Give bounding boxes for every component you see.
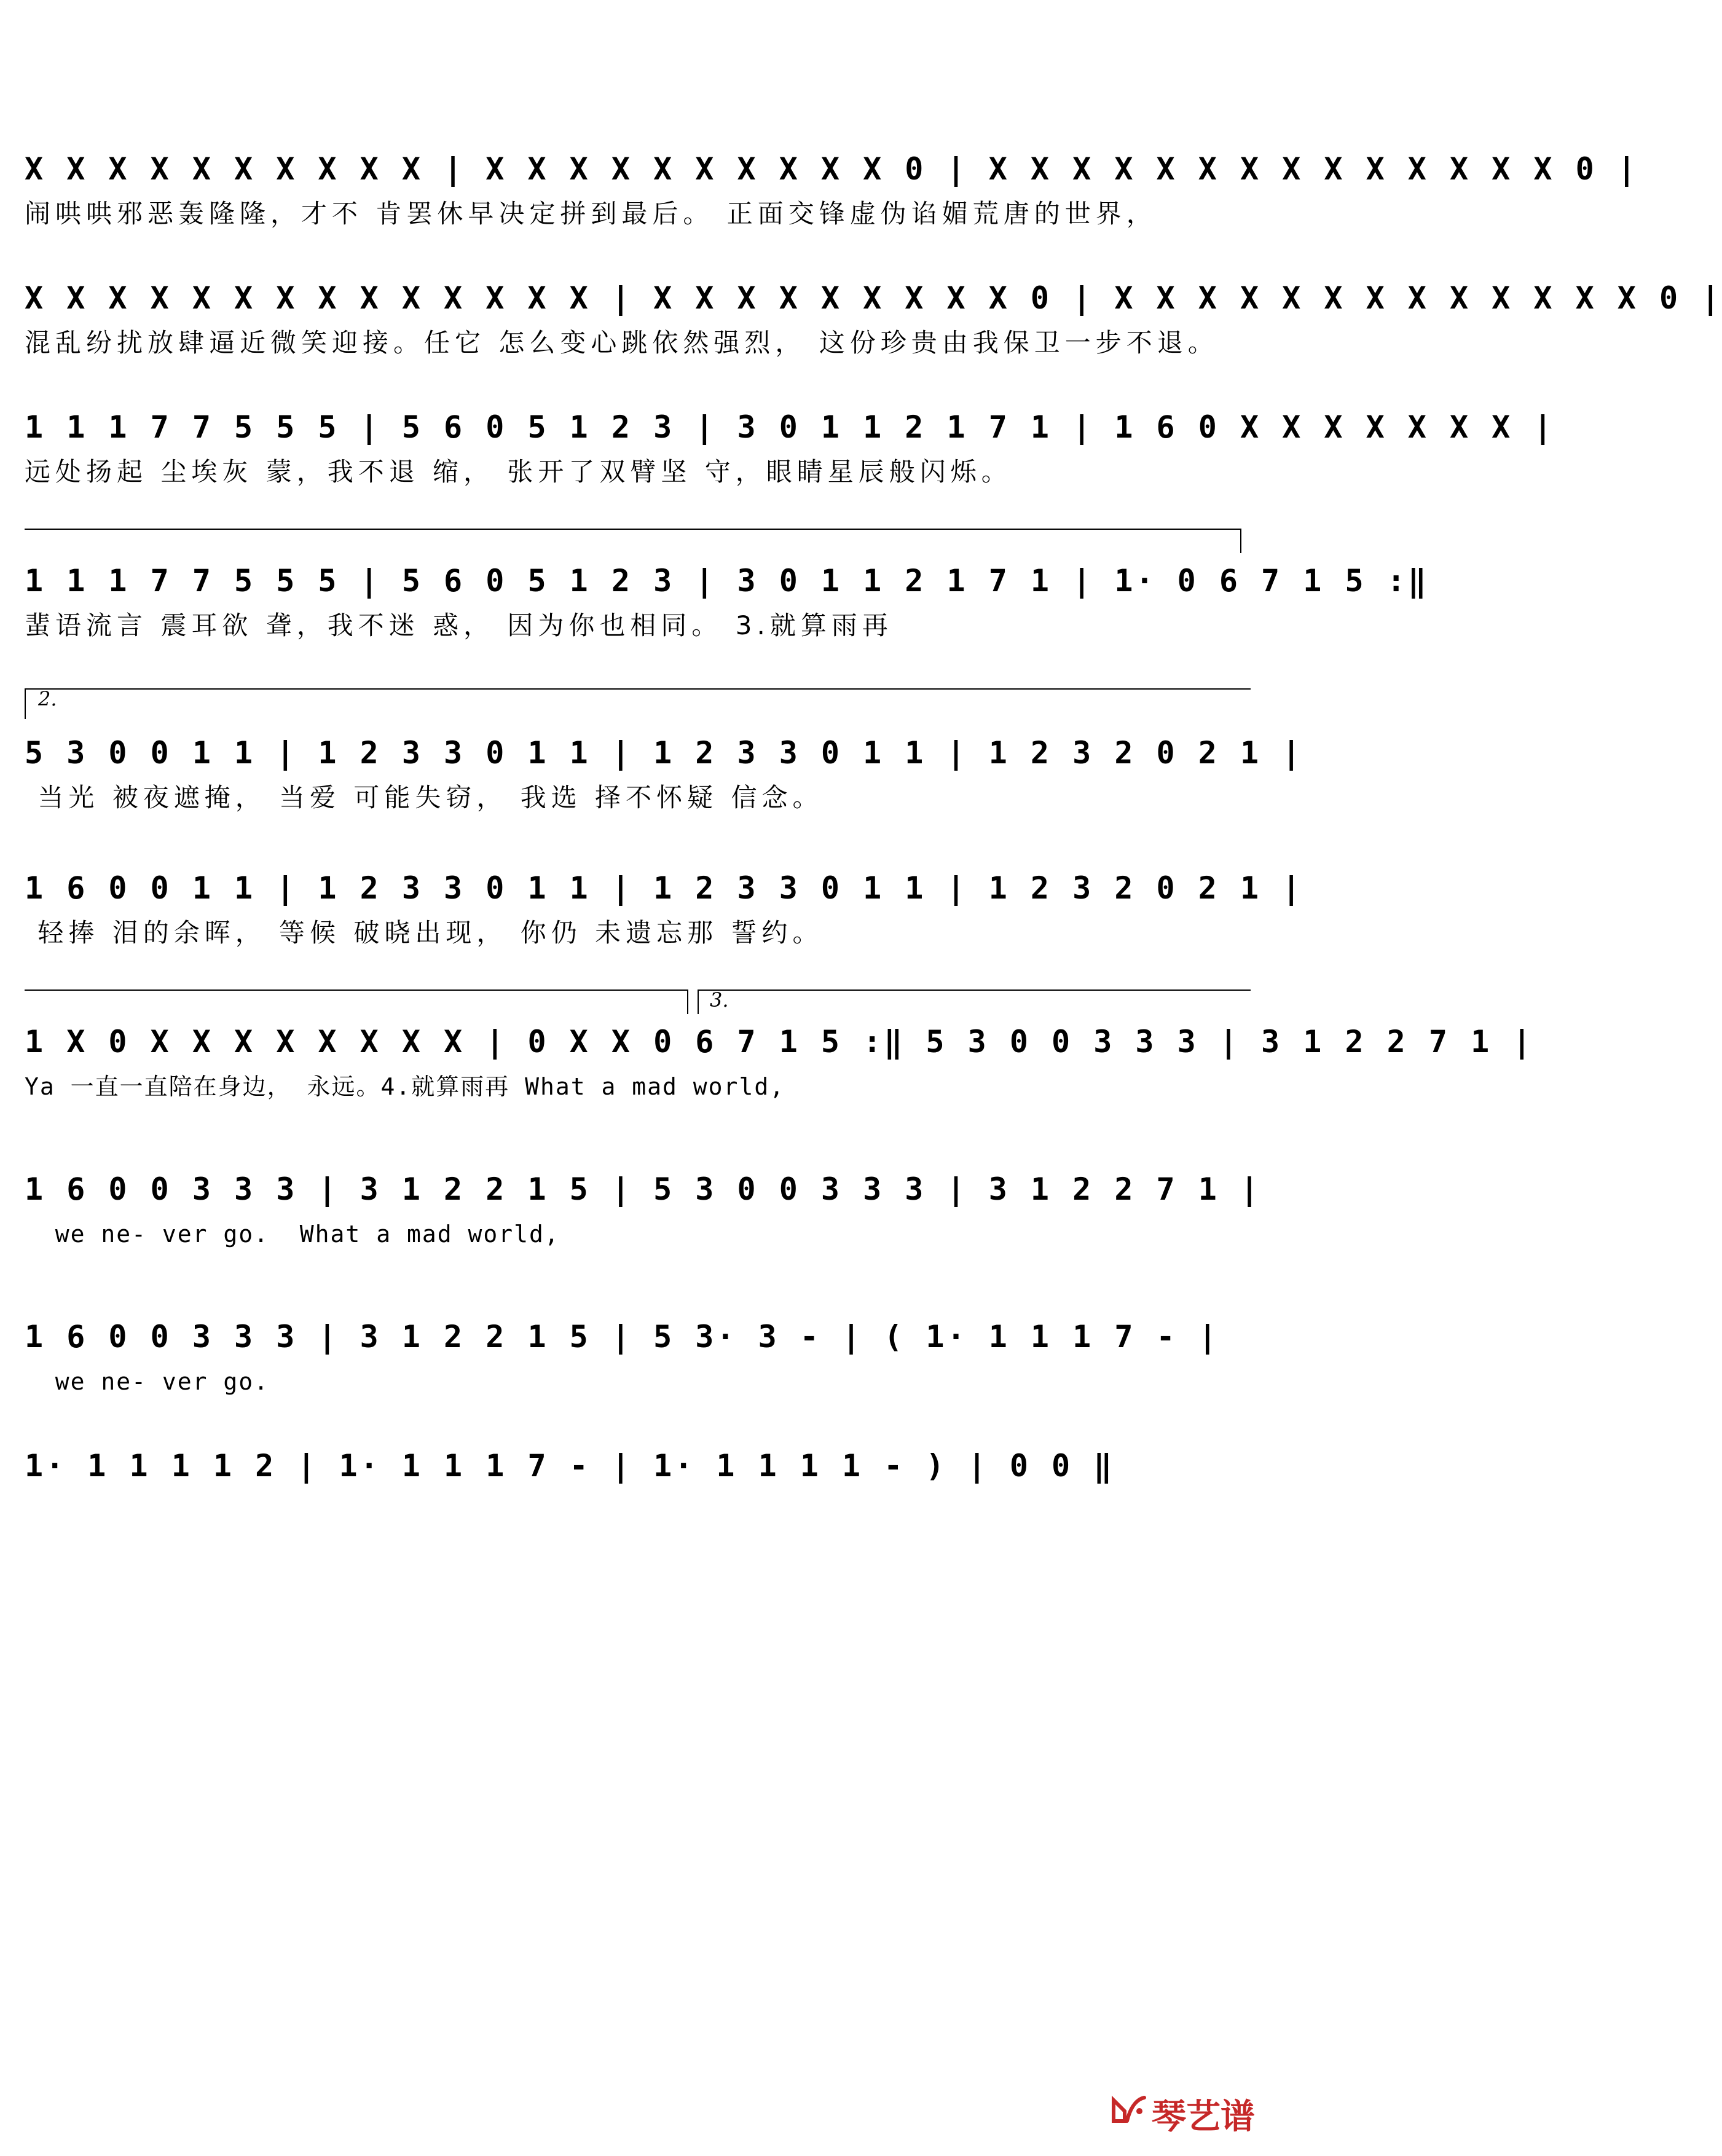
lyric-line-8: we ne- ver go. What a mad world, [25, 1221, 560, 1248]
volta-end-3a [687, 989, 688, 1014]
notation-line-7: 1 X 0 X X X X X X X X | 0 X X 0 6 7 1 5 :‖ 5 3 0 0 3 3 3 | 3 1 2 2 7 1 | [25, 1024, 1534, 1060]
notation-line-9: 1 6 0 0 3 3 3 | 3 1 2 2 1 5 | 5 3· 3 - | ( 1· 1 1 1 7 - | [25, 1319, 1219, 1355]
volta-line-3 [698, 989, 1251, 991]
lyric-line-6: 轻捧 泪的余晖， 等候 破晓出现， 你仍 未遗忘那 誓约。 [25, 918, 824, 948]
notation-line-4: 1 1 1 7 7 5 5 5 | 5 6 0 5 1 2 3 | 3 0 1 1 2 1 7 1 | 1· 0 6 7 1 5 :‖ [25, 563, 1429, 599]
volta-line-2 [25, 688, 1251, 690]
volta-start-2 [25, 688, 26, 719]
notation-line-3: 1 1 1 7 7 5 5 5 | 5 6 0 5 1 2 3 | 3 0 1 1 2 1 7 1 | 1 6 0 X X X X X X X | [25, 409, 1555, 445]
watermark-logo [1110, 2090, 1255, 2139]
lyric-line-5: 当光 被夜遮掩， 当爱 可能失窃， 我选 择不怀疑 信念。 [25, 782, 824, 812]
volta-start-3 [698, 989, 699, 1014]
lyric-line-2: 混乱纷扰放肆逼近微笑迎接。任它 怎么变心跳依然强烈， 这份珍贵由我保卫一步不退。 [25, 328, 1219, 358]
lyric-line-7: Ya 一直一直陪在身边， 永远。4.就算雨再 What a mad world, [25, 1073, 785, 1100]
notation-line-6: 1 6 0 0 1 1 | 1 2 3 3 0 1 1 | 1 2 3 3 0 1 1 | 1 2 3 2 0 2 1 | [25, 870, 1303, 906]
volta-number-3: 3. [710, 988, 729, 1012]
notation-line-5: 5 3 0 0 1 1 | 1 2 3 3 0 1 1 | 1 2 3 3 0 1 1 | 1 2 3 2 0 2 1 | [25, 735, 1303, 771]
lyric-line-3: 远处扬起 尘埃灰 蒙，我不退 缩， 张开了双臂坚 守，眼睛星辰般闪烁。 [25, 457, 1012, 487]
volta-number-2: 2. [38, 687, 57, 710]
notation-line-10: 1· 1 1 1 1 2 | 1· 1 1 1 7 - | 1· 1 1 1 1 - ) | 0 0 ‖ [25, 1448, 1115, 1484]
notation-line-1: X X X X X X X X X X | X X X X X X X X X X 0 | X X X X X X X X X X X X X X 0 | [25, 151, 1638, 187]
volta-line-3a [25, 989, 688, 991]
volta-end-1 [1240, 529, 1241, 553]
volta-line-1 [25, 529, 1241, 530]
notation-line-2: X X X X X X X X X X X X X X | X X X X X X X X X 0 | X X X X X X X X X X X X X 0 | [25, 280, 1722, 316]
lyric-line-1: 闹哄哄邪恶轰隆隆，才不 肯罢休早决定拼到最后。 正面交锋虚伪谄媚荒唐的世界， [25, 199, 1157, 229]
watermark-brand: 琴艺谱 [1152, 2097, 1255, 2137]
piano-logo-icon [1110, 2093, 1147, 2136]
lyric-line-9: we ne- ver go. [25, 1368, 270, 1395]
notation-line-8: 1 6 0 0 3 3 3 | 3 1 2 2 1 5 | 5 3 0 0 3 3 3 | 3 1 2 2 7 1 | [25, 1171, 1262, 1207]
lyric-line-4: 蜚语流言 震耳欲 聋，我不迷 惑， 因为你也相同。 3.就算雨再 [25, 610, 893, 640]
